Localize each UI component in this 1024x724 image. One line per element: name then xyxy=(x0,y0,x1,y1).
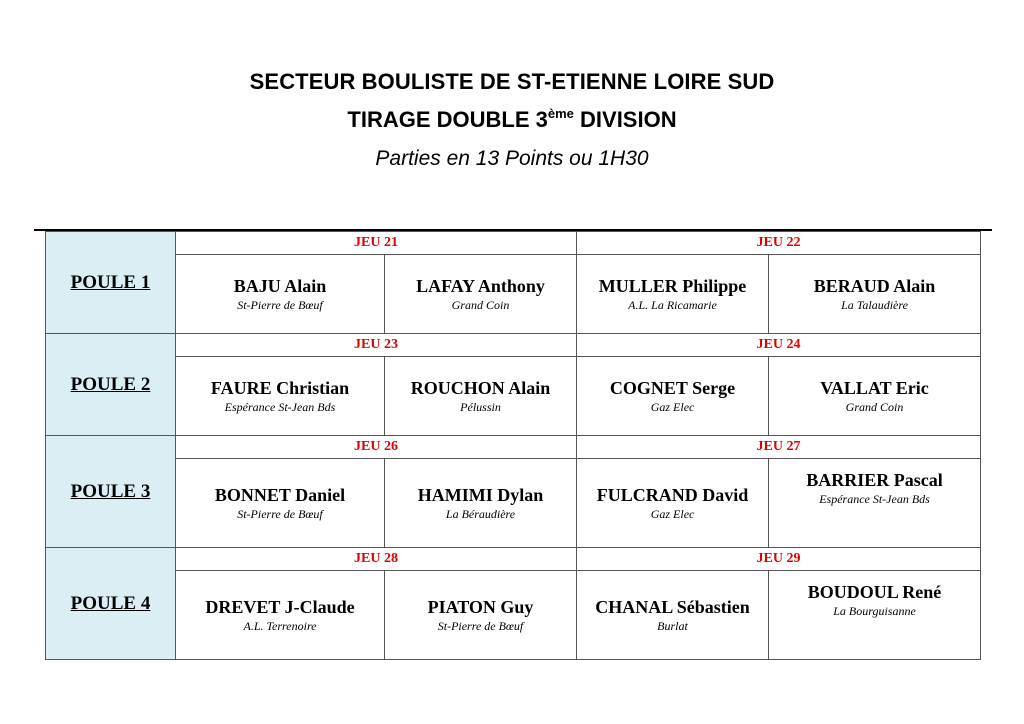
title-line-1: SECTEUR BOULISTE DE ST-ETIENNE LOIRE SUD xyxy=(249,69,775,94)
player-cell xyxy=(385,357,577,436)
player-club: Grand Coin xyxy=(451,298,510,312)
player-cell xyxy=(176,459,385,548)
document-header xyxy=(0,62,1024,178)
player-name: BARRIER Pascal xyxy=(806,470,943,490)
jeu-row xyxy=(46,436,981,459)
players-row xyxy=(46,571,981,660)
player-club: A.L. Terrenoire xyxy=(243,619,317,633)
player-cell xyxy=(769,357,981,436)
players-row xyxy=(46,255,981,334)
player-cell xyxy=(769,571,981,660)
title-line-2-prefix: TIRAGE DOUBLE 3 xyxy=(347,107,548,132)
players-row xyxy=(46,459,981,548)
jeu-label: JEU 27 xyxy=(577,436,981,459)
players-row xyxy=(46,357,981,436)
jeu-label: JEU 23 xyxy=(176,334,577,357)
player-cell xyxy=(577,357,769,436)
player-cell xyxy=(176,571,385,660)
jeu-row xyxy=(46,232,981,255)
player-club: Grand Coin xyxy=(845,400,904,414)
player-cell xyxy=(769,255,981,334)
player-club: St-Pierre de Bœuf xyxy=(437,619,524,633)
player-club: La Talaudière xyxy=(841,298,908,312)
jeu-label: JEU 28 xyxy=(176,548,577,571)
player-club: La Béraudière xyxy=(445,507,516,521)
subtitle: Parties en 13 Points ou 1H30 xyxy=(375,147,649,170)
player-cell xyxy=(577,571,769,660)
player-club: Gaz Elec xyxy=(650,507,695,521)
player-name: FAURE Christian xyxy=(210,378,350,398)
player-name: BONNET Daniel xyxy=(214,485,346,505)
player-name: BOUDOUL René xyxy=(807,582,942,602)
player-name: COGNET Serge xyxy=(609,378,736,398)
jeu-label: JEU 29 xyxy=(577,548,981,571)
player-name: BERAUD Alain xyxy=(813,276,936,296)
player-cell xyxy=(385,255,577,334)
player-cell xyxy=(577,255,769,334)
player-club: St-Pierre de Bœuf xyxy=(237,298,323,312)
player-cell xyxy=(769,459,981,548)
jeu-row xyxy=(46,334,981,357)
jeu-label: JEU 21 xyxy=(176,232,577,255)
player-name: LAFAY Anthony xyxy=(416,276,545,296)
jeu-label: JEU 26 xyxy=(176,436,577,459)
title-line-2-suffix: DIVISION xyxy=(573,107,677,132)
player-club: Burlat xyxy=(657,619,688,633)
player-club: Gaz Elec xyxy=(650,400,695,414)
player-club: Espérance St-Jean Bds xyxy=(819,492,930,506)
player-club: Espérance St-Jean Bds xyxy=(224,400,336,414)
player-name: ROUCHON Alain xyxy=(410,378,551,398)
player-name: VALLAT Eric xyxy=(820,378,929,398)
player-name: DREVET J-Claude xyxy=(205,597,355,617)
player-name: MULLER Philippe xyxy=(598,276,747,296)
poule-label: POULE 4 xyxy=(46,548,176,660)
title-line-2-superscript: ème xyxy=(547,106,574,121)
player-name: CHANAL Sébastien xyxy=(595,597,750,617)
player-name: BAJU Alain xyxy=(233,276,327,296)
player-cell xyxy=(176,357,385,436)
player-club: Pélussin xyxy=(460,400,501,414)
player-name: PIATON Guy xyxy=(427,597,534,617)
player-club: St-Pierre de Bœuf xyxy=(237,507,323,521)
poule-label: POULE 1 xyxy=(46,232,176,334)
player-name: FULCRAND David xyxy=(596,485,749,505)
title-line-2 xyxy=(0,102,1024,138)
player-cell xyxy=(176,255,385,334)
draw-table xyxy=(45,231,981,660)
poule-label: POULE 2 xyxy=(46,334,176,436)
jeu-label: JEU 22 xyxy=(577,232,981,255)
jeu-label: JEU 24 xyxy=(577,334,981,357)
player-cell xyxy=(385,459,577,548)
jeu-row xyxy=(46,548,981,571)
player-name: HAMIMI Dylan xyxy=(417,485,544,505)
player-club: La Bourguisanne xyxy=(833,604,916,618)
poule-label: POULE 3 xyxy=(46,436,176,548)
player-cell xyxy=(577,459,769,548)
player-club: A.L. La Ricamarie xyxy=(628,298,717,312)
player-cell xyxy=(385,571,577,660)
